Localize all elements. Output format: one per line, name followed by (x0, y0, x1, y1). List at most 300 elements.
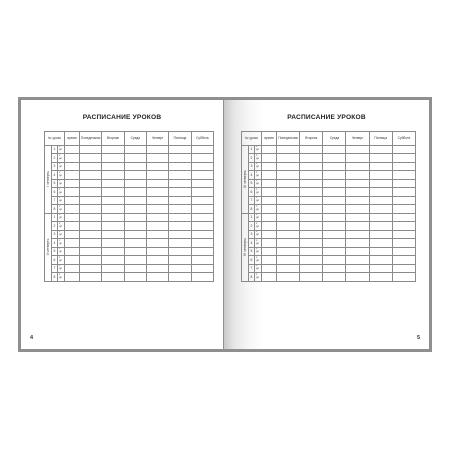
time-from-label: с (59, 264, 61, 268)
day-cell[interactable] (277, 188, 300, 197)
lesson-number: 5 (249, 247, 255, 256)
day-cell[interactable] (191, 239, 213, 248)
day-cell[interactable] (277, 213, 300, 222)
time-slot-labels (58, 273, 65, 282)
time-from-label: с (59, 238, 61, 242)
day-cell[interactable] (147, 213, 169, 222)
time-from-label: с (256, 170, 258, 174)
day-cell[interactable] (277, 247, 300, 256)
day-cell[interactable] (80, 264, 102, 273)
day-cell[interactable] (300, 145, 323, 154)
day-cell[interactable] (277, 154, 300, 163)
time-to-label: до (256, 241, 259, 245)
lesson-number: 1 (249, 145, 255, 154)
time-cell[interactable] (262, 145, 277, 154)
day-cell[interactable] (147, 222, 169, 231)
day-cell[interactable] (392, 145, 415, 154)
day-cell[interactable] (323, 162, 346, 171)
time-to-label: до (256, 199, 259, 203)
lesson-number: 3 (249, 230, 255, 239)
day-cell[interactable] (80, 145, 102, 154)
header-row (242, 132, 416, 146)
day-cell[interactable] (169, 179, 191, 188)
day-cell[interactable] (392, 222, 415, 231)
day-cell[interactable] (277, 171, 300, 180)
time-cell[interactable] (262, 213, 277, 222)
time-cell[interactable] (65, 188, 80, 197)
lesson-number: 7 (52, 264, 58, 273)
day-cell[interactable] (191, 179, 213, 188)
day-cell[interactable] (191, 196, 213, 205)
day-cell[interactable] (102, 196, 124, 205)
lesson-number: 5 (249, 179, 255, 188)
day-cell[interactable] (323, 256, 346, 265)
time-cell[interactable] (262, 171, 277, 180)
quarter-cell (242, 145, 249, 213)
day-cell[interactable] (346, 230, 369, 239)
day-cell[interactable] (300, 273, 323, 282)
day-cell[interactable] (124, 213, 146, 222)
day-cell[interactable] (277, 230, 300, 239)
day-cell[interactable] (323, 188, 346, 197)
header-day: Суббота (392, 132, 415, 146)
day-cell[interactable] (169, 162, 191, 171)
day-cell[interactable] (102, 154, 124, 163)
time-cell[interactable] (262, 188, 277, 197)
table-row (242, 213, 416, 222)
day-cell[interactable] (147, 179, 169, 188)
day-cell[interactable] (369, 196, 392, 205)
day-cell[interactable] (102, 230, 124, 239)
time-cell[interactable] (262, 205, 277, 214)
day-cell[interactable] (369, 247, 392, 256)
day-cell[interactable] (169, 222, 191, 231)
day-cell[interactable] (124, 239, 146, 248)
table-row (45, 230, 214, 239)
time-slot-labels (255, 247, 262, 256)
table-row (242, 264, 416, 273)
day-cell[interactable] (369, 179, 392, 188)
timetable (44, 131, 214, 282)
time-cell[interactable] (262, 239, 277, 248)
day-cell[interactable] (147, 205, 169, 214)
day-cell[interactable] (147, 188, 169, 197)
day-cell[interactable] (80, 171, 102, 180)
quarter-cell (45, 213, 52, 281)
day-cell[interactable] (392, 171, 415, 180)
time-from-label: с (256, 196, 258, 200)
time-from-label: с (59, 196, 61, 200)
day-cell[interactable] (80, 179, 102, 188)
time-slot-labels (255, 239, 262, 248)
day-cell[interactable] (300, 213, 323, 222)
day-cell[interactable] (300, 230, 323, 239)
day-cell[interactable] (102, 239, 124, 248)
page-title: РАСПИСАНИЕ УРОКОВ (82, 114, 162, 121)
day-cell[interactable] (169, 154, 191, 163)
day-cell[interactable] (323, 213, 346, 222)
day-cell[interactable] (124, 145, 146, 154)
time-cell[interactable] (65, 205, 80, 214)
day-cell[interactable] (191, 230, 213, 239)
lesson-number: 6 (249, 256, 255, 265)
day-cell[interactable] (346, 247, 369, 256)
time-cell[interactable] (65, 145, 80, 154)
time-from-label: с (59, 230, 61, 234)
day-cell[interactable] (169, 230, 191, 239)
day-cell[interactable] (346, 256, 369, 265)
day-cell[interactable] (191, 188, 213, 197)
time-cell[interactable] (65, 264, 80, 273)
day-cell[interactable] (169, 247, 191, 256)
time-slot-labels (58, 188, 65, 197)
table-row (45, 256, 214, 265)
day-cell[interactable] (169, 256, 191, 265)
time-cell[interactable] (262, 154, 277, 163)
day-cell[interactable] (346, 213, 369, 222)
day-cell[interactable] (323, 154, 346, 163)
day-cell[interactable] (277, 239, 300, 248)
day-cell[interactable] (392, 264, 415, 273)
lesson-number: 3 (249, 162, 255, 171)
day-cell[interactable] (346, 264, 369, 273)
day-cell[interactable] (323, 239, 346, 248)
time-cell[interactable] (262, 179, 277, 188)
day-cell[interactable] (369, 171, 392, 180)
day-cell[interactable] (346, 196, 369, 205)
day-cell[interactable] (102, 188, 124, 197)
day-cell[interactable] (124, 247, 146, 256)
time-cell[interactable] (262, 162, 277, 171)
day-cell[interactable] (124, 205, 146, 214)
day-cell[interactable] (346, 145, 369, 154)
day-cell[interactable] (169, 239, 191, 248)
day-cell[interactable] (392, 230, 415, 239)
day-cell[interactable] (277, 145, 300, 154)
day-cell[interactable] (277, 205, 300, 214)
time-from-label: с (256, 145, 258, 149)
day-cell[interactable] (80, 154, 102, 163)
day-cell[interactable] (147, 154, 169, 163)
time-from-label: с (59, 179, 61, 183)
time-cell[interactable] (262, 230, 277, 239)
time-slot-labels (58, 213, 65, 222)
day-cell[interactable] (191, 145, 213, 154)
day-cell[interactable] (369, 162, 392, 171)
day-cell[interactable] (124, 162, 146, 171)
day-cell[interactable] (300, 188, 323, 197)
day-cell[interactable] (323, 205, 346, 214)
day-cell[interactable] (124, 179, 146, 188)
day-cell[interactable] (277, 256, 300, 265)
time-slot-labels (255, 145, 262, 154)
time-to-label: до (256, 173, 259, 177)
header-day: Понедельник (80, 132, 102, 146)
day-cell[interactable] (300, 154, 323, 163)
day-cell[interactable] (80, 239, 102, 248)
day-cell[interactable] (147, 171, 169, 180)
day-cell[interactable] (191, 213, 213, 222)
day-cell[interactable] (323, 196, 346, 205)
day-cell[interactable] (147, 162, 169, 171)
day-cell[interactable] (80, 247, 102, 256)
time-from-label: с (256, 153, 258, 157)
day-cell[interactable] (102, 247, 124, 256)
day-cell[interactable] (392, 205, 415, 214)
time-cell[interactable] (262, 222, 277, 231)
time-cell[interactable] (65, 171, 80, 180)
table-row (242, 256, 416, 265)
day-cell[interactable] (102, 264, 124, 273)
time-slot-labels (58, 222, 65, 231)
day-cell[interactable] (102, 205, 124, 214)
day-cell[interactable] (147, 264, 169, 273)
day-cell[interactable] (392, 154, 415, 163)
day-cell[interactable] (300, 264, 323, 273)
time-slot-labels (255, 196, 262, 205)
day-cell[interactable] (392, 239, 415, 248)
time-cell[interactable] (65, 239, 80, 248)
time-from-label: с (59, 247, 61, 251)
day-cell[interactable] (169, 273, 191, 282)
day-cell[interactable] (300, 162, 323, 171)
time-cell[interactable] (65, 256, 80, 265)
day-cell[interactable] (80, 273, 102, 282)
day-cell[interactable] (80, 256, 102, 265)
time-slot-labels (58, 205, 65, 214)
quarter-label: II четверть (46, 238, 50, 256)
day-cell[interactable] (124, 273, 146, 282)
day-cell[interactable] (124, 196, 146, 205)
time-slot-labels (58, 196, 65, 205)
day-cell[interactable] (147, 145, 169, 154)
day-cell[interactable] (300, 196, 323, 205)
day-cell[interactable] (124, 256, 146, 265)
day-cell[interactable] (102, 213, 124, 222)
day-cell[interactable] (191, 273, 213, 282)
day-cell[interactable] (191, 162, 213, 171)
day-cell[interactable] (277, 162, 300, 171)
time-from-label: с (256, 255, 258, 259)
day-cell[interactable] (323, 230, 346, 239)
day-cell[interactable] (124, 264, 146, 273)
day-cell[interactable] (147, 230, 169, 239)
day-cell[interactable] (392, 256, 415, 265)
day-cell[interactable] (346, 162, 369, 171)
day-cell[interactable] (124, 230, 146, 239)
day-cell[interactable] (277, 179, 300, 188)
day-cell[interactable] (300, 256, 323, 265)
table-row (242, 205, 416, 214)
time-slot-labels (58, 179, 65, 188)
table-row (242, 273, 416, 282)
day-cell[interactable] (323, 179, 346, 188)
day-cell[interactable] (191, 205, 213, 214)
day-cell[interactable] (102, 256, 124, 265)
time-cell[interactable] (262, 247, 277, 256)
time-to-label: до (59, 233, 62, 237)
time-cell[interactable] (65, 273, 80, 282)
day-cell[interactable] (392, 179, 415, 188)
day-cell[interactable] (102, 145, 124, 154)
day-cell[interactable] (277, 196, 300, 205)
time-to-label: до (59, 267, 62, 271)
day-cell[interactable] (392, 188, 415, 197)
time-slot-labels (58, 256, 65, 265)
day-cell[interactable] (346, 171, 369, 180)
day-cell[interactable] (147, 239, 169, 248)
left-page (21, 100, 223, 349)
day-cell[interactable] (277, 264, 300, 273)
day-cell[interactable] (169, 196, 191, 205)
time-to-label: до (59, 173, 62, 177)
day-cell[interactable] (191, 264, 213, 273)
time-to-label: до (256, 216, 259, 220)
day-cell[interactable] (346, 188, 369, 197)
day-cell[interactable] (300, 205, 323, 214)
day-cell[interactable] (392, 213, 415, 222)
quarter-label: IV четверть (243, 238, 247, 257)
time-cell[interactable] (65, 230, 80, 239)
day-cell[interactable] (102, 222, 124, 231)
day-cell[interactable] (300, 179, 323, 188)
lesson-number: 4 (249, 239, 255, 248)
time-cell[interactable] (262, 196, 277, 205)
header-time: время (65, 132, 80, 146)
day-cell[interactable] (191, 171, 213, 180)
time-from-label: с (256, 187, 258, 191)
day-cell[interactable] (191, 256, 213, 265)
day-cell[interactable] (346, 222, 369, 231)
time-cell[interactable] (65, 179, 80, 188)
day-cell[interactable] (169, 188, 191, 197)
time-to-label: до (59, 199, 62, 203)
time-cell[interactable] (262, 264, 277, 273)
day-cell[interactable] (102, 179, 124, 188)
day-cell[interactable] (369, 145, 392, 154)
day-cell[interactable] (147, 273, 169, 282)
time-to-label: до (256, 190, 259, 194)
day-cell[interactable] (169, 264, 191, 273)
day-cell[interactable] (300, 171, 323, 180)
day-cell[interactable] (191, 222, 213, 231)
day-cell[interactable] (369, 154, 392, 163)
time-slot-labels (58, 154, 65, 163)
day-cell[interactable] (323, 273, 346, 282)
time-from-label: с (59, 272, 61, 276)
day-cell[interactable] (369, 230, 392, 239)
day-cell[interactable] (124, 188, 146, 197)
day-cell[interactable] (392, 247, 415, 256)
day-cell[interactable] (80, 205, 102, 214)
quarter-label: III четверть (243, 170, 247, 188)
header-day: Пятница (169, 132, 191, 146)
lesson-number: 8 (52, 273, 58, 282)
day-cell[interactable] (369, 264, 392, 273)
day-cell[interactable] (369, 205, 392, 214)
day-cell[interactable] (124, 222, 146, 231)
day-cell[interactable] (277, 273, 300, 282)
day-cell[interactable] (277, 222, 300, 231)
time-cell[interactable] (65, 222, 80, 231)
day-cell[interactable] (80, 188, 102, 197)
day-cell[interactable] (392, 196, 415, 205)
day-cell[interactable] (147, 256, 169, 265)
time-cell[interactable] (262, 256, 277, 265)
time-cell[interactable] (65, 213, 80, 222)
time-cell[interactable] (65, 162, 80, 171)
day-cell[interactable] (392, 273, 415, 282)
lesson-number: 8 (52, 205, 58, 214)
day-cell[interactable] (323, 247, 346, 256)
day-cell[interactable] (80, 162, 102, 171)
day-cell[interactable] (346, 239, 369, 248)
day-cell[interactable] (80, 213, 102, 222)
day-cell[interactable] (300, 247, 323, 256)
day-cell[interactable] (300, 239, 323, 248)
day-cell[interactable] (124, 154, 146, 163)
day-cell[interactable] (80, 230, 102, 239)
day-cell[interactable] (346, 273, 369, 282)
day-cell[interactable] (102, 171, 124, 180)
table-row (45, 205, 214, 214)
day-cell[interactable] (323, 264, 346, 273)
header-day: Вторник (300, 132, 323, 146)
day-cell[interactable] (369, 213, 392, 222)
day-cell[interactable] (346, 179, 369, 188)
day-cell[interactable] (102, 162, 124, 171)
day-cell[interactable] (169, 145, 191, 154)
day-cell[interactable] (191, 154, 213, 163)
day-cell[interactable] (323, 171, 346, 180)
time-to-label: до (256, 275, 259, 279)
day-cell[interactable] (169, 171, 191, 180)
time-cell[interactable] (65, 196, 80, 205)
day-cell[interactable] (169, 205, 191, 214)
day-cell[interactable] (323, 222, 346, 231)
day-cell[interactable] (369, 256, 392, 265)
day-cell[interactable] (169, 213, 191, 222)
day-cell[interactable] (369, 222, 392, 231)
time-cell[interactable] (262, 273, 277, 282)
day-cell[interactable] (102, 273, 124, 282)
time-slot-labels (255, 205, 262, 214)
day-cell[interactable] (369, 188, 392, 197)
time-to-label: до (256, 233, 259, 237)
day-cell[interactable] (147, 196, 169, 205)
day-cell[interactable] (369, 239, 392, 248)
day-cell[interactable] (369, 273, 392, 282)
day-cell[interactable] (147, 247, 169, 256)
time-slot-labels (255, 264, 262, 273)
day-cell[interactable] (346, 154, 369, 163)
time-slot-labels (58, 247, 65, 256)
quarter-label: I четверть (46, 171, 50, 187)
time-cell[interactable] (65, 247, 80, 256)
day-cell[interactable] (323, 145, 346, 154)
day-cell[interactable] (346, 205, 369, 214)
day-cell[interactable] (191, 247, 213, 256)
time-to-label: до (59, 224, 62, 228)
day-cell[interactable] (80, 222, 102, 231)
day-cell[interactable] (80, 196, 102, 205)
table-row (242, 239, 416, 248)
table-row (45, 222, 214, 231)
time-cell[interactable] (65, 154, 80, 163)
day-cell[interactable] (392, 162, 415, 171)
day-cell[interactable] (124, 171, 146, 180)
day-cell[interactable] (300, 222, 323, 231)
